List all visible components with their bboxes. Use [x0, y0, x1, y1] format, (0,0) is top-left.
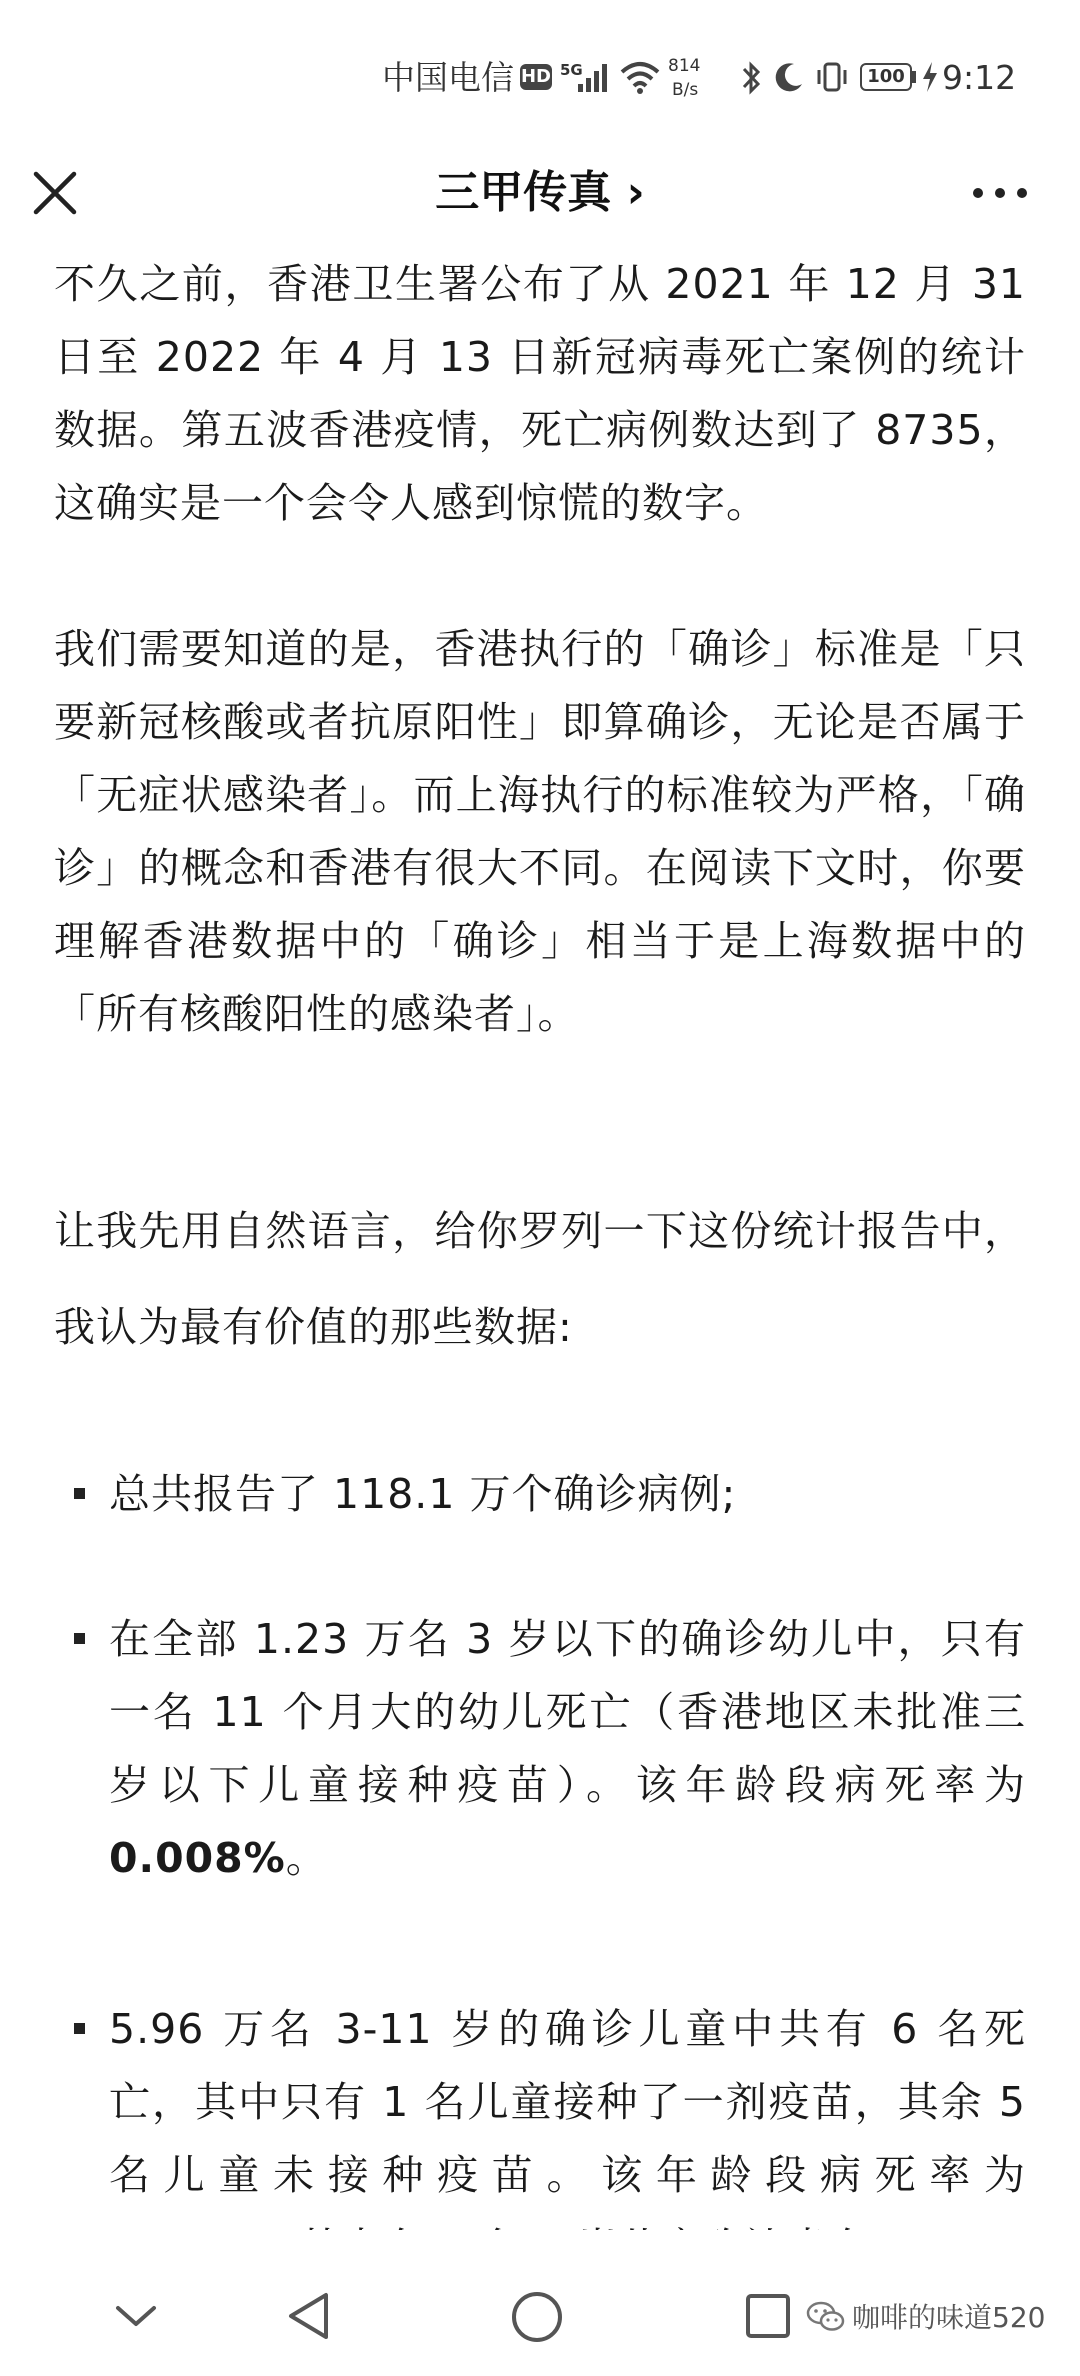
signal-icon: [576, 62, 612, 94]
watermark-text: 咖啡的味道520: [852, 2301, 1046, 2334]
bullet-marker: [74, 1488, 85, 1499]
list-item-text: [109, 1603, 1026, 1895]
hd-badge: HD: [520, 64, 552, 90]
back-triangle-icon[interactable]: [284, 2290, 334, 2342]
clock: 9:12: [942, 58, 1017, 97]
battery-tip: [912, 71, 916, 83]
bullet-marker: [74, 1633, 85, 1644]
more-icon[interactable]: [970, 168, 1030, 218]
vibrate-icon: [814, 60, 850, 94]
wechat-icon: [806, 2300, 846, 2334]
list-item-body: 在全部 1.23 万名 3 岁以下的确诊幼儿中，只有一名 11 个月大的幼儿死亡（香港地区未批准三岁以下儿童接种疫苗）。该年龄段病死率为: [109, 1615, 1026, 1809]
list-item-end: 。: [285, 1834, 328, 1882]
net-speed-unit: B/s: [672, 80, 699, 100]
battery-icon: [860, 63, 912, 91]
paragraph-definition: 我们需要知道的是，香港执行的「确诊」标准是「只要新冠核酸或者抗原阳性」即算确诊，无论是否属于「无症状感染者」。而上海执行的标准较为严格，「确诊」的概念和香港有很大不同。在阅读下文时，你要理解香港数据中的「确诊」相当于是上海数据中的「所有核酸阳性的感染者」。: [54, 625, 1026, 1038]
status-bar: [0, 0, 1080, 150]
bullet-marker: [74, 2023, 85, 2034]
list-item-body: 5.96 万名 3-11 岁的确诊儿童中共有 6 名死亡，其中只有 1 名儿童接种了一剂疫苗，其余 5 名儿童未接种疫苗。该年龄段病死率为: [109, 2005, 1026, 2199]
carrier-name: 中国电信: [382, 58, 514, 97]
net-speed-value: 814: [668, 56, 701, 76]
paragraph-intro: 不久之前，香港卫生署公布了从 2021 年 12 月 31 日至 2022 年 4 月 13 日新冠病毒死亡案例的统计数据。第五波香港疫情，死亡病例数达到了 8735，这确实是一个会令人感到惊慌的数字。: [54, 260, 1026, 527]
moon-icon: [772, 60, 806, 94]
network-type: 5G: [560, 61, 583, 79]
home-circle-icon[interactable]: [510, 2290, 564, 2344]
charging-icon: [920, 60, 940, 94]
recent-square-icon[interactable]: [744, 2292, 792, 2340]
paragraph-summary-lead: 让我先用自然语言，给你罗列一下这份统计报告中，我认为最有价值的那些数据:: [54, 1207, 1026, 1351]
mortality-rate-under-3: 0.008%: [109, 1834, 286, 1882]
battery-level: 100: [867, 66, 905, 87]
chevron-down-icon[interactable]: [112, 2300, 160, 2330]
account-title[interactable]: 三甲传真 ›: [435, 167, 645, 218]
bluetooth-icon: [738, 60, 764, 96]
wifi-icon: [618, 60, 662, 94]
list-item-text: 总共报告了 118.1 万个确诊病例;: [109, 1470, 737, 1518]
